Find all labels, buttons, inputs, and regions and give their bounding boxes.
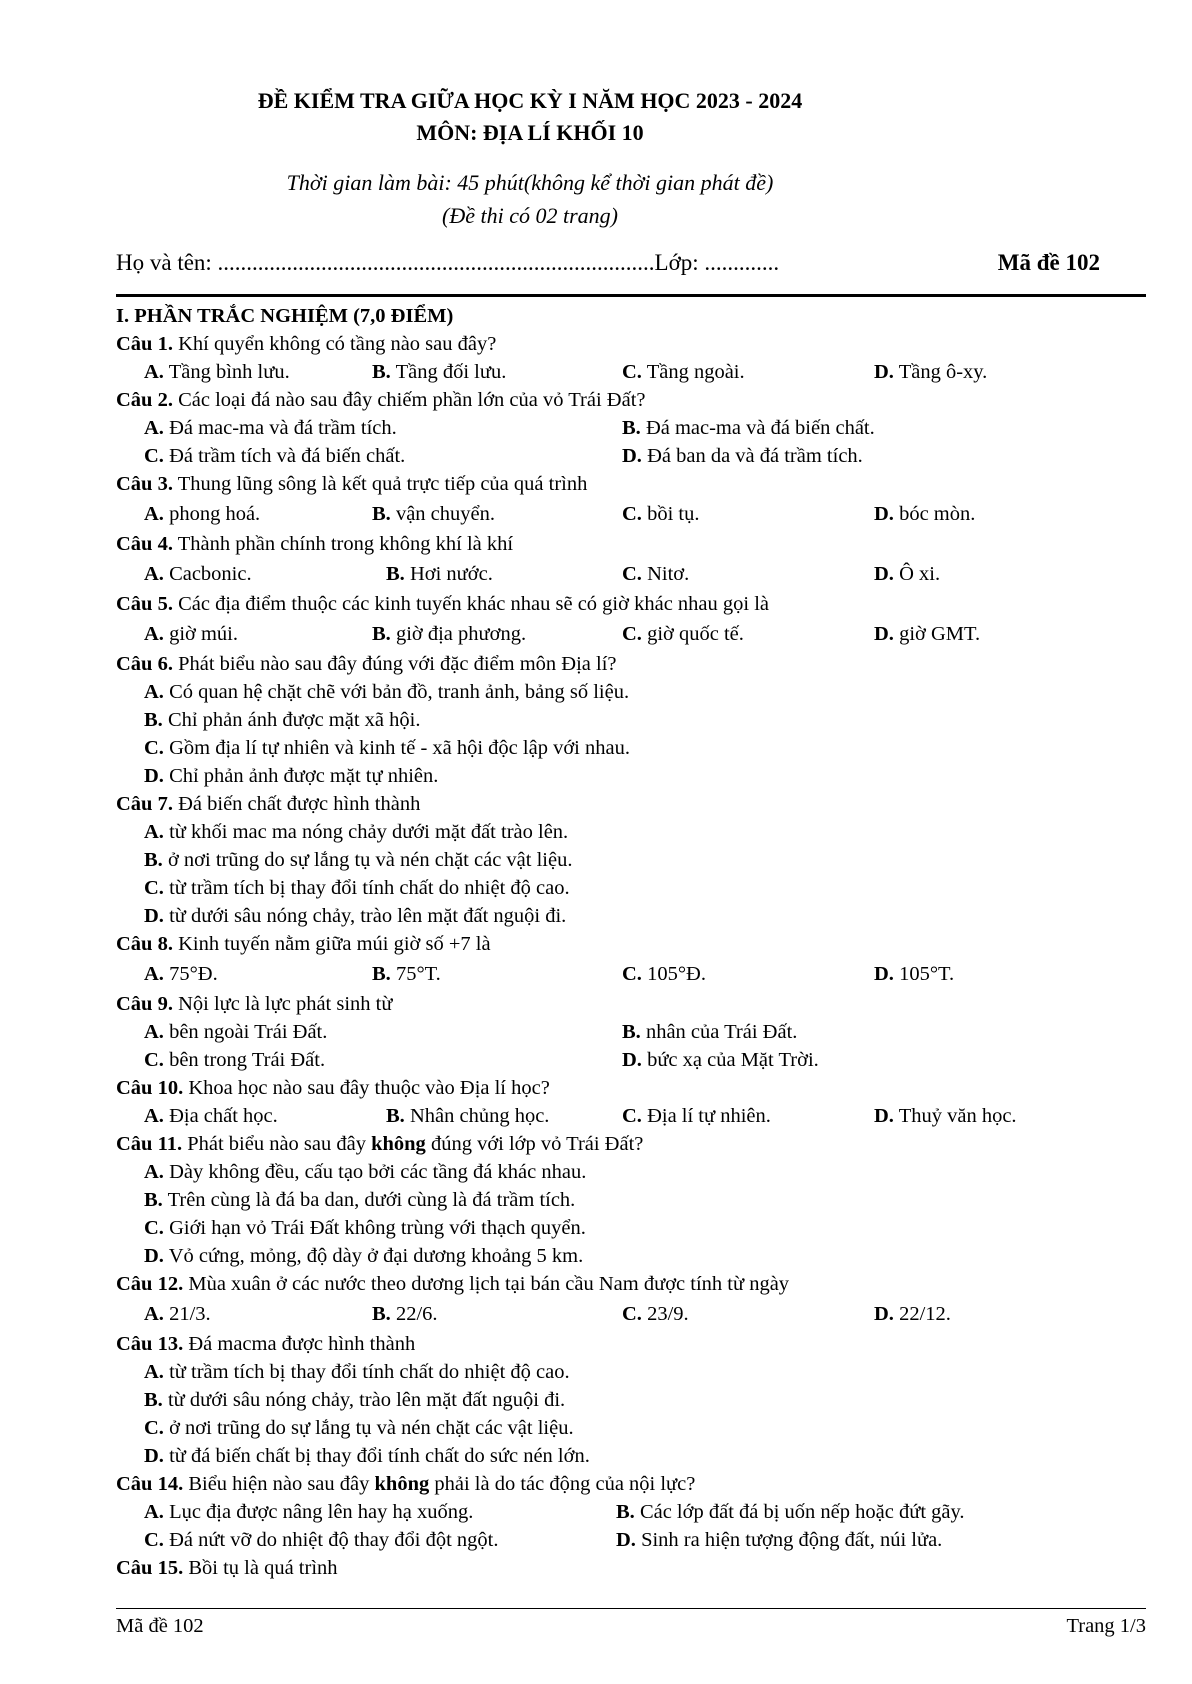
option-a xyxy=(144,1361,570,1383)
option-a xyxy=(144,500,260,528)
option-letter: B. xyxy=(372,361,391,383)
option-text: Cacbonic. xyxy=(163,563,252,585)
question-text: Nội lực là lực phát sinh từ xyxy=(172,993,393,1015)
question-text: Đá biến chất được hình thành xyxy=(172,793,421,815)
options-row xyxy=(116,1300,1116,1330)
question-text: Bồi tụ là quá trình xyxy=(183,1557,338,1579)
option-letter: C. xyxy=(144,1417,164,1439)
option-text: Chỉ phản ánh được mặt xã hội. xyxy=(162,709,421,731)
option-d xyxy=(874,358,987,386)
option-b xyxy=(616,1498,965,1526)
question-number: Câu 1. xyxy=(116,333,173,355)
option-b xyxy=(144,1189,575,1211)
question-text: Khoa học nào sau đây thuộc vào Địa lí học? xyxy=(183,1077,550,1099)
option-letter: D. xyxy=(874,503,894,525)
question-stem xyxy=(116,990,1116,1018)
option-text: Tầng bình lưu. xyxy=(163,361,290,383)
option-text: giờ quốc tế. xyxy=(641,623,744,645)
option-letter: C. xyxy=(622,623,642,645)
option-text: vận chuyển. xyxy=(390,503,495,525)
option-text: ở nơi trũng do sự lắng tụ và nén chặt các vật liệu. xyxy=(163,1417,574,1439)
question-stem xyxy=(116,1074,1116,1102)
question-stem xyxy=(116,790,1116,818)
option-text: Tầng ngoài. xyxy=(641,361,745,383)
option-text: phong hoá. xyxy=(163,503,261,525)
question-stem xyxy=(116,930,1116,958)
option-a xyxy=(144,414,397,442)
option-c xyxy=(622,560,689,588)
question-stem xyxy=(116,650,1116,678)
exam-code: Mã đề 102 xyxy=(997,250,1100,275)
option-b xyxy=(372,1300,438,1328)
option-text: giờ địa phương. xyxy=(390,623,527,645)
option-letter: A. xyxy=(144,563,164,585)
option-a xyxy=(144,1102,278,1130)
option-text: bên ngoài Trái Đất. xyxy=(163,1021,328,1043)
option-letter: B. xyxy=(386,563,405,585)
question-stem xyxy=(116,1270,1116,1298)
option-letter: B. xyxy=(144,849,163,871)
option-text: Thuỷ văn học. xyxy=(893,1105,1017,1127)
option-a xyxy=(144,821,568,843)
question-stem xyxy=(116,470,1116,498)
option-text: bên trong Trái Đất. xyxy=(163,1049,326,1071)
question-number: Câu 15. xyxy=(116,1557,184,1579)
question-text: Thành phần chính trong không khí là khí xyxy=(172,533,514,555)
question-number: Câu 7. xyxy=(116,793,173,815)
option-letter: B. xyxy=(616,1501,635,1523)
option-letter: A. xyxy=(144,1303,164,1325)
question-text-cont: phải là do tác động của nội lực? xyxy=(429,1473,696,1495)
option-text: Đá mac-ma và đá biến chất. xyxy=(640,417,875,439)
question-text-cont: đúng với lớp vỏ Trái Đất? xyxy=(425,1133,644,1155)
question-text: Đá macma được hình thành xyxy=(183,1333,416,1355)
option-d xyxy=(616,1526,942,1554)
option-letter: C. xyxy=(622,963,642,985)
option-text: Giới hạn vỏ Trái Đất không trùng với thạch quyển. xyxy=(163,1217,586,1239)
option-letter: D. xyxy=(874,623,894,645)
option-text: Nitơ. xyxy=(641,563,690,585)
option-c xyxy=(144,877,570,899)
question-stem xyxy=(116,1330,1116,1358)
question-list xyxy=(116,302,1116,1582)
option-a xyxy=(144,1300,211,1328)
option-letter: B. xyxy=(372,503,391,525)
option-text: 22/6. xyxy=(390,1303,438,1325)
option-letter: A. xyxy=(144,1021,164,1043)
option-d xyxy=(144,1445,590,1467)
option-letter: A. xyxy=(144,821,164,843)
option-letter: C. xyxy=(622,1105,642,1127)
question-number: Câu 5. xyxy=(116,593,173,615)
option-b xyxy=(372,960,441,988)
question-text: Mùa xuân ở các nước theo dương lịch tại bán cầu Nam được tính từ ngày xyxy=(183,1273,790,1295)
option-a xyxy=(144,681,629,703)
question-text: Thung lũng sông là kết quả trực tiếp của quá trình xyxy=(172,473,588,495)
option-letter: C. xyxy=(144,445,164,467)
option-text: nhân của Trái Đất. xyxy=(640,1021,798,1043)
options-row xyxy=(116,358,1116,386)
question-number: Câu 10. xyxy=(116,1077,184,1099)
option-text: từ dưới sâu nóng chảy, trào lên mặt đất nguội đi. xyxy=(163,905,567,927)
option-text: Hơi nước. xyxy=(404,563,493,585)
question-stem xyxy=(116,1470,1116,1498)
option-letter: D. xyxy=(874,563,894,585)
option-a xyxy=(144,358,290,386)
option-a xyxy=(144,620,238,648)
question-stem xyxy=(116,330,1116,358)
option-letter: C. xyxy=(622,361,642,383)
option-text: Địa lí tự nhiên. xyxy=(641,1105,771,1127)
option-letter: B. xyxy=(372,623,391,645)
option-letter: A. xyxy=(144,503,164,525)
header-divider xyxy=(116,294,1146,297)
option-letter: A. xyxy=(144,623,164,645)
section-heading: I. PHẦN TRẮC NGHIỆM (7,0 ĐIỂM) xyxy=(116,305,454,327)
question-number: Câu 13. xyxy=(116,1333,184,1355)
option-d xyxy=(874,620,980,648)
option-letter: C. xyxy=(144,877,164,899)
option-text: Đá nứt vỡ do nhiệt độ thay đổi đột ngột. xyxy=(163,1529,499,1551)
question-number: Câu 8. xyxy=(116,933,173,955)
option-b xyxy=(386,560,493,588)
option-letter: A. xyxy=(144,963,164,985)
option-b xyxy=(386,1102,549,1130)
option-text: Trên cùng là đá ba dan, dưới cùng là đá trầm tích. xyxy=(162,1189,576,1211)
student-info xyxy=(116,250,1100,280)
option-text: Tầng đối lưu. xyxy=(390,361,507,383)
options-row xyxy=(116,500,1116,530)
option-letter: B. xyxy=(144,1389,163,1411)
option-line xyxy=(116,846,1116,874)
option-c xyxy=(622,500,699,528)
option-c xyxy=(622,620,744,648)
options-row xyxy=(116,1498,1116,1526)
option-letter: D. xyxy=(622,445,642,467)
question-number: Câu 12. xyxy=(116,1273,184,1295)
option-letter: B. xyxy=(372,1303,391,1325)
option-d xyxy=(874,1300,951,1328)
options-row xyxy=(116,560,1116,590)
option-a xyxy=(144,1161,586,1183)
option-d xyxy=(622,1046,819,1074)
option-c xyxy=(144,737,630,759)
options-row xyxy=(116,1102,1116,1130)
option-b xyxy=(372,620,526,648)
question-stem xyxy=(116,530,1116,558)
option-d xyxy=(874,960,954,988)
option-letter: A. xyxy=(144,417,164,439)
option-c xyxy=(144,1417,574,1439)
option-letter: D. xyxy=(874,361,894,383)
option-line xyxy=(116,1214,1116,1242)
option-text: Chỉ phản ảnh được mặt tự nhiên. xyxy=(163,765,439,787)
option-letter: D. xyxy=(144,1245,164,1267)
question-text: Kinh tuyến nằm giữa múi giờ số +7 là xyxy=(172,933,491,955)
option-d xyxy=(874,1102,1017,1130)
question-text: Các địa điểm thuộc các kinh tuyến khác nhau sẽ có giờ khác nhau gọi là xyxy=(172,593,770,615)
option-text: Sinh ra hiện tượng động đất, núi lửa. xyxy=(635,1529,943,1551)
option-letter: D. xyxy=(874,1105,894,1127)
options-row xyxy=(116,960,1116,990)
option-c xyxy=(144,1526,498,1554)
option-b xyxy=(372,500,495,528)
option-letter: C. xyxy=(622,503,642,525)
option-d xyxy=(144,1245,583,1267)
option-letter: B. xyxy=(622,417,641,439)
option-letter: D. xyxy=(144,905,164,927)
subject-title: MÔN: ĐỊA LÍ KHỐI 10 xyxy=(416,120,644,145)
footer-divider xyxy=(116,1608,1146,1609)
option-line xyxy=(116,734,1116,762)
option-letter: B. xyxy=(144,1189,163,1211)
option-text: Đá mac-ma và đá trầm tích. xyxy=(163,417,397,439)
option-text: Đá ban da và đá trầm tích. xyxy=(641,445,863,467)
option-line xyxy=(116,762,1116,790)
option-letter: C. xyxy=(144,1529,164,1551)
exam-title: ĐỀ KIỂM TRA GIỮA HỌC KỲ I NĂM HỌC 2023 - 2024 xyxy=(257,88,803,113)
option-c xyxy=(144,442,405,470)
option-text: bồi tụ. xyxy=(641,503,700,525)
option-letter: D. xyxy=(874,1303,894,1325)
option-b xyxy=(144,1389,565,1411)
option-b xyxy=(144,849,572,871)
question-number: Câu 6. xyxy=(116,653,173,675)
option-c xyxy=(622,1300,689,1328)
options-row xyxy=(116,442,1116,470)
question-text: Phát biểu nào sau đây xyxy=(182,1133,372,1155)
option-text: Có quan hệ chặt chẽ với bản đồ, tranh ảnh, bảng số liệu. xyxy=(163,681,630,703)
option-text: Vỏ cứng, mỏng, độ dày ở đại dương khoảng 5 km. xyxy=(163,1245,584,1267)
footer-page-number: Trang 1/3 xyxy=(1066,1615,1146,1637)
options-row xyxy=(116,414,1116,442)
option-text: Ô xi. xyxy=(893,563,941,585)
option-text: giờ múi. xyxy=(163,623,238,645)
option-d xyxy=(874,560,940,588)
option-line xyxy=(116,678,1116,706)
option-text: Gồm địa lí tự nhiên và kinh tế - xã hội độc lập với nhau. xyxy=(163,737,630,759)
option-text: Lục địa được nâng lên hay hạ xuống. xyxy=(163,1501,474,1523)
option-a xyxy=(144,1018,327,1046)
question-emphasis: không xyxy=(374,1473,430,1495)
option-text: 105°Đ. xyxy=(641,963,706,985)
option-line xyxy=(116,1358,1116,1386)
question-text: Phát biểu nào sau đây đúng với đặc điểm môn Địa lí? xyxy=(172,653,617,675)
option-c xyxy=(622,1102,771,1130)
option-b xyxy=(622,414,875,442)
option-text: 21/3. xyxy=(163,1303,211,1325)
option-letter: D. xyxy=(144,765,164,787)
option-text: Tầng ô-xy. xyxy=(893,361,988,383)
option-line xyxy=(116,818,1116,846)
page-count-note: (Đề thi có 02 trang) xyxy=(442,203,618,228)
option-d xyxy=(144,765,438,787)
option-text: 22/12. xyxy=(893,1303,951,1325)
option-text: Các lớp đất đá bị uốn nếp hoặc đứt gãy. xyxy=(634,1501,965,1523)
option-b xyxy=(622,1018,797,1046)
option-letter: C. xyxy=(144,1217,164,1239)
question-text: Khí quyển không có tầng nào sau đây? xyxy=(172,333,497,355)
option-letter: A. xyxy=(144,1105,164,1127)
option-letter: C. xyxy=(144,1049,164,1071)
option-c xyxy=(144,1046,325,1074)
option-a xyxy=(144,960,218,988)
question-number: Câu 11. xyxy=(116,1133,183,1155)
option-text: Đá trầm tích và đá biến chất. xyxy=(163,445,406,467)
option-letter: D. xyxy=(622,1049,642,1071)
option-line xyxy=(116,706,1116,734)
option-a xyxy=(144,1498,473,1526)
options-row xyxy=(116,1018,1116,1046)
option-text: ở nơi trũng do sự lắng tụ và nén chặt các vật liệu. xyxy=(162,849,573,871)
option-letter: A. xyxy=(144,1361,164,1383)
question-stem xyxy=(116,1554,1116,1582)
option-a xyxy=(144,560,252,588)
option-line xyxy=(116,1158,1116,1186)
question-number: Câu 2. xyxy=(116,389,173,411)
option-letter: C. xyxy=(622,1303,642,1325)
option-line xyxy=(116,874,1116,902)
option-b xyxy=(144,709,420,731)
option-letter: A. xyxy=(144,361,164,383)
option-letter: B. xyxy=(372,963,391,985)
option-letter: A. xyxy=(144,681,164,703)
question-text: Biểu hiện nào sau đây xyxy=(183,1473,375,1495)
option-text: từ khối mac ma nóng chảy dưới mặt đất trào lên. xyxy=(163,821,569,843)
option-c xyxy=(622,960,706,988)
question-stem xyxy=(116,386,1116,414)
option-line xyxy=(116,1242,1116,1270)
option-text: bóc mòn. xyxy=(893,503,976,525)
option-text: từ trầm tích bị thay đổi tính chất do nhiệt độ cao. xyxy=(163,1361,570,1383)
option-c xyxy=(622,358,745,386)
option-line xyxy=(116,1414,1116,1442)
option-d xyxy=(874,500,975,528)
option-text: bức xạ của Mặt Trời. xyxy=(641,1049,819,1071)
option-text: 105°T. xyxy=(893,963,955,985)
question-number: Câu 14. xyxy=(116,1473,184,1495)
option-c xyxy=(144,1217,586,1239)
option-line xyxy=(116,1186,1116,1214)
option-d xyxy=(622,442,863,470)
option-text: Dày không đều, cấu tạo bởi các tầng đá khác nhau. xyxy=(163,1161,587,1183)
options-row xyxy=(116,1526,1116,1554)
option-text: từ trầm tích bị thay đổi tính chất do nhiệt độ cao. xyxy=(163,877,570,899)
option-text: 75°T. xyxy=(390,963,441,985)
option-letter: C. xyxy=(144,737,164,759)
option-b xyxy=(372,358,506,386)
option-line xyxy=(116,1386,1116,1414)
option-text: Nhân chủng học. xyxy=(404,1105,550,1127)
options-row xyxy=(116,620,1116,650)
option-letter: D. xyxy=(144,1445,164,1467)
time-note: Thời gian làm bài: 45 phút(không kể thời gian phát đề) xyxy=(286,170,774,195)
question-emphasis: không xyxy=(371,1133,426,1155)
option-letter: B. xyxy=(144,709,163,731)
option-letter: D. xyxy=(616,1529,636,1551)
footer-exam-code: Mã đề 102 xyxy=(116,1615,204,1637)
question-number: Câu 9. xyxy=(116,993,173,1015)
option-line xyxy=(116,902,1116,930)
options-row xyxy=(116,1046,1116,1074)
name-class-line: Họ và tên: ............................................................................Lớp: ............. xyxy=(116,250,780,275)
question-number: Câu 3. xyxy=(116,473,173,495)
option-letter: A. xyxy=(144,1501,164,1523)
question-number: Câu 4. xyxy=(116,533,173,555)
option-text: từ dưới sâu nóng chảy, trào lên mặt đất nguội đi. xyxy=(162,1389,566,1411)
question-text: Các loại đá nào sau đây chiếm phần lớn của vỏ Trái Đất? xyxy=(172,389,646,411)
option-text: Địa chất học. xyxy=(163,1105,278,1127)
option-letter: B. xyxy=(622,1021,641,1043)
option-d xyxy=(144,905,566,927)
option-text: 75°Đ. xyxy=(163,963,218,985)
question-stem xyxy=(116,1130,1116,1158)
question-stem xyxy=(116,590,1116,618)
option-text: 23/9. xyxy=(641,1303,689,1325)
option-text: giờ GMT. xyxy=(893,623,981,645)
option-letter: B. xyxy=(386,1105,405,1127)
option-letter: D. xyxy=(874,963,894,985)
option-letter: A. xyxy=(144,1161,164,1183)
option-text: từ đá biến chất bị thay đổi tính chất do sức nén lớn. xyxy=(163,1445,590,1467)
option-letter: C. xyxy=(622,563,642,585)
option-line xyxy=(116,1442,1116,1470)
